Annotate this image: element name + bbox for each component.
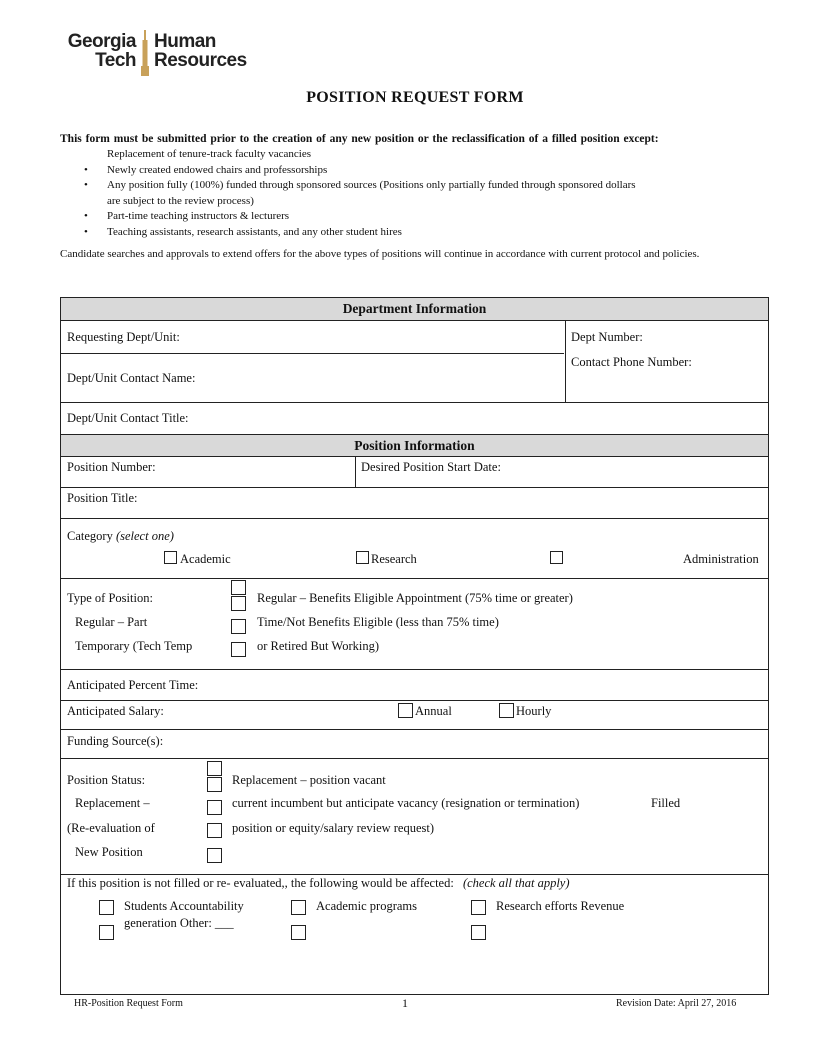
- logo-text-right: [154, 32, 247, 70]
- divider: [61, 487, 768, 488]
- requesting-unit-field[interactable]: Requesting Dept/Unit:: [67, 330, 180, 344]
- percent-time-field[interactable]: Anticipated Percent Time:: [67, 678, 199, 692]
- department-section-heading: Department Information: [61, 298, 768, 320]
- students-checkbox[interactable]: [99, 900, 114, 915]
- type-option-part-time: Time/Not Benefits Eligible (less than 75% time): [257, 615, 499, 629]
- divider: [61, 729, 768, 730]
- divider: [355, 456, 356, 487]
- divider: [61, 758, 768, 759]
- page-title: POSITION REQUEST FORM: [306, 89, 524, 106]
- type-checkbox[interactable]: [231, 580, 246, 595]
- logo-line1-right: Human: [154, 31, 216, 52]
- footer-form-name: HR-Position Request Form: [74, 998, 183, 1009]
- divider: [61, 402, 768, 403]
- administration-checkbox[interactable]: [550, 551, 563, 564]
- contact-name-field[interactable]: Dept/Unit Contact Name:: [67, 371, 196, 385]
- status-option-vacant: Replacement – position vacant: [232, 773, 386, 787]
- category-label-text: Category: [67, 529, 113, 543]
- affected-students-label: Students Accountability: [124, 899, 244, 913]
- bullet-glyph: [84, 147, 107, 163]
- affected-question: [67, 876, 570, 891]
- bullet-glyph: •: [84, 179, 88, 191]
- research-checkbox[interactable]: [356, 551, 369, 564]
- divider: [61, 456, 768, 457]
- type-checkbox[interactable]: [231, 642, 246, 657]
- position-number-field[interactable]: Position Number:: [67, 460, 156, 474]
- list-item-text: Any position fully (100%) funded through sponsored sources (Positions only partially funded through sponsored dollars: [107, 179, 636, 191]
- salary-field[interactable]: Anticipated Salary:: [67, 704, 164, 718]
- academic-label: Academic: [180, 552, 231, 566]
- type-left-line-2: Temporary (Tech Temp: [75, 639, 193, 653]
- type-of-position-label: Type of Position:: [67, 591, 153, 605]
- type-checkbox[interactable]: [231, 596, 246, 611]
- position-section-heading: Position Information: [61, 435, 768, 456]
- affected-other-label: generation Other: ___: [124, 916, 234, 930]
- funding-source-field[interactable]: Funding Source(s):: [67, 734, 164, 748]
- list-item-text: Teaching assistants, research assistants, and any other student hires: [107, 225, 402, 238]
- divider: [61, 669, 768, 670]
- position-title-field[interactable]: Position Title:: [67, 491, 138, 505]
- position-request-form: [60, 297, 769, 995]
- other-checkbox[interactable]: [99, 925, 114, 940]
- administration-label: Administration: [683, 552, 759, 566]
- bullet-glyph: •: [84, 225, 88, 238]
- annual-checkbox[interactable]: [398, 703, 413, 718]
- list-item-text: Part-time teaching instructors & lecturers: [107, 210, 290, 222]
- bullet-glyph: •: [84, 163, 88, 176]
- list-item: [84, 225, 636, 241]
- category-hint: (select one): [115, 529, 174, 543]
- bullet-glyph: •: [84, 210, 88, 222]
- type-checkbox[interactable]: [231, 619, 246, 634]
- contact-phone-field[interactable]: Contact Phone Number:: [571, 355, 692, 369]
- logo-text-left: [42, 32, 136, 70]
- list-item-continuation: are subject to the review process): [107, 194, 254, 207]
- status-option-anticipated: current incumbent but anticipate vacancy (resignation or termination): [232, 796, 580, 810]
- contact-title-field[interactable]: Dept/Unit Contact Title:: [67, 411, 189, 425]
- academic-checkbox[interactable]: [164, 551, 177, 564]
- list-item: [84, 209, 636, 225]
- divider: [61, 874, 768, 875]
- footer-revision-date: Revision Date: April 27, 2016: [616, 998, 737, 1009]
- status-option-filled: Filled: [651, 796, 681, 810]
- status-checkbox[interactable]: [207, 848, 222, 863]
- divider: [61, 578, 768, 579]
- list-item-text: Newly created endowed chairs and professorships: [107, 163, 328, 176]
- affected-hint: (check all that apply): [462, 876, 570, 890]
- academic-programs-checkbox[interactable]: [291, 900, 306, 915]
- position-status-label: Position Status:: [67, 773, 146, 787]
- status-checkbox[interactable]: [207, 761, 222, 776]
- footer-page-number: 1: [402, 996, 408, 1010]
- type-option-temporary: or Retired But Working): [257, 639, 380, 653]
- logo-line2-right: Resources: [154, 50, 247, 71]
- list-item: [84, 163, 636, 179]
- divider: [565, 320, 566, 402]
- affected-question-text: If this position is not filled or re- evaluated,, the following would be affected:: [67, 876, 454, 890]
- status-checkbox[interactable]: [207, 823, 222, 838]
- exception-list: [84, 147, 636, 240]
- status-left-line-1: Replacement –: [75, 796, 150, 810]
- category-label: [67, 529, 174, 544]
- status-option-review: position or equity/salary review request): [232, 821, 435, 835]
- type-option-regular: Regular – Benefits Eligible Appointment (75% time or greater): [257, 591, 573, 605]
- annual-label: Annual: [415, 704, 452, 718]
- dept-number-field[interactable]: Dept Number:: [571, 330, 643, 344]
- logo: [42, 30, 287, 78]
- divider: [61, 700, 768, 701]
- divider: [61, 353, 564, 354]
- affected-checkbox[interactable]: [291, 925, 306, 940]
- type-left-line-1: Regular – Part: [75, 615, 148, 629]
- logo-line1-left: Georgia: [67, 31, 136, 52]
- status-checkbox[interactable]: [207, 777, 222, 792]
- list-item: [84, 178, 636, 194]
- tech-tower-icon: [139, 30, 151, 76]
- list-item: [84, 147, 636, 163]
- policy-note: Candidate searches and approvals to extend offers for the above types of positions will continue in accordance with current protocol and policies.: [60, 248, 700, 260]
- intro-text: This form must be submitted prior to the creation of any new position or the reclassification of a filled position except:: [60, 133, 659, 145]
- list-item-text: Replacement of tenure-track faculty vacancies: [107, 148, 311, 160]
- hourly-checkbox[interactable]: [499, 703, 514, 718]
- hourly-label: Hourly: [516, 704, 552, 718]
- affected-checkbox[interactable]: [471, 925, 486, 940]
- status-left-line-2: (Re-evaluation of: [67, 821, 155, 835]
- research-efforts-checkbox[interactable]: [471, 900, 486, 915]
- logo-line2-left: Tech: [95, 50, 136, 71]
- divider: [61, 320, 768, 321]
- affected-academic-label: Academic programs: [316, 899, 418, 913]
- research-label: Research: [371, 552, 417, 566]
- affected-research-label: Research efforts Revenue: [496, 899, 625, 913]
- status-left-line-3: New Position: [75, 845, 143, 859]
- status-checkbox[interactable]: [207, 800, 222, 815]
- start-date-field[interactable]: Desired Position Start Date:: [361, 460, 501, 474]
- divider: [61, 518, 768, 519]
